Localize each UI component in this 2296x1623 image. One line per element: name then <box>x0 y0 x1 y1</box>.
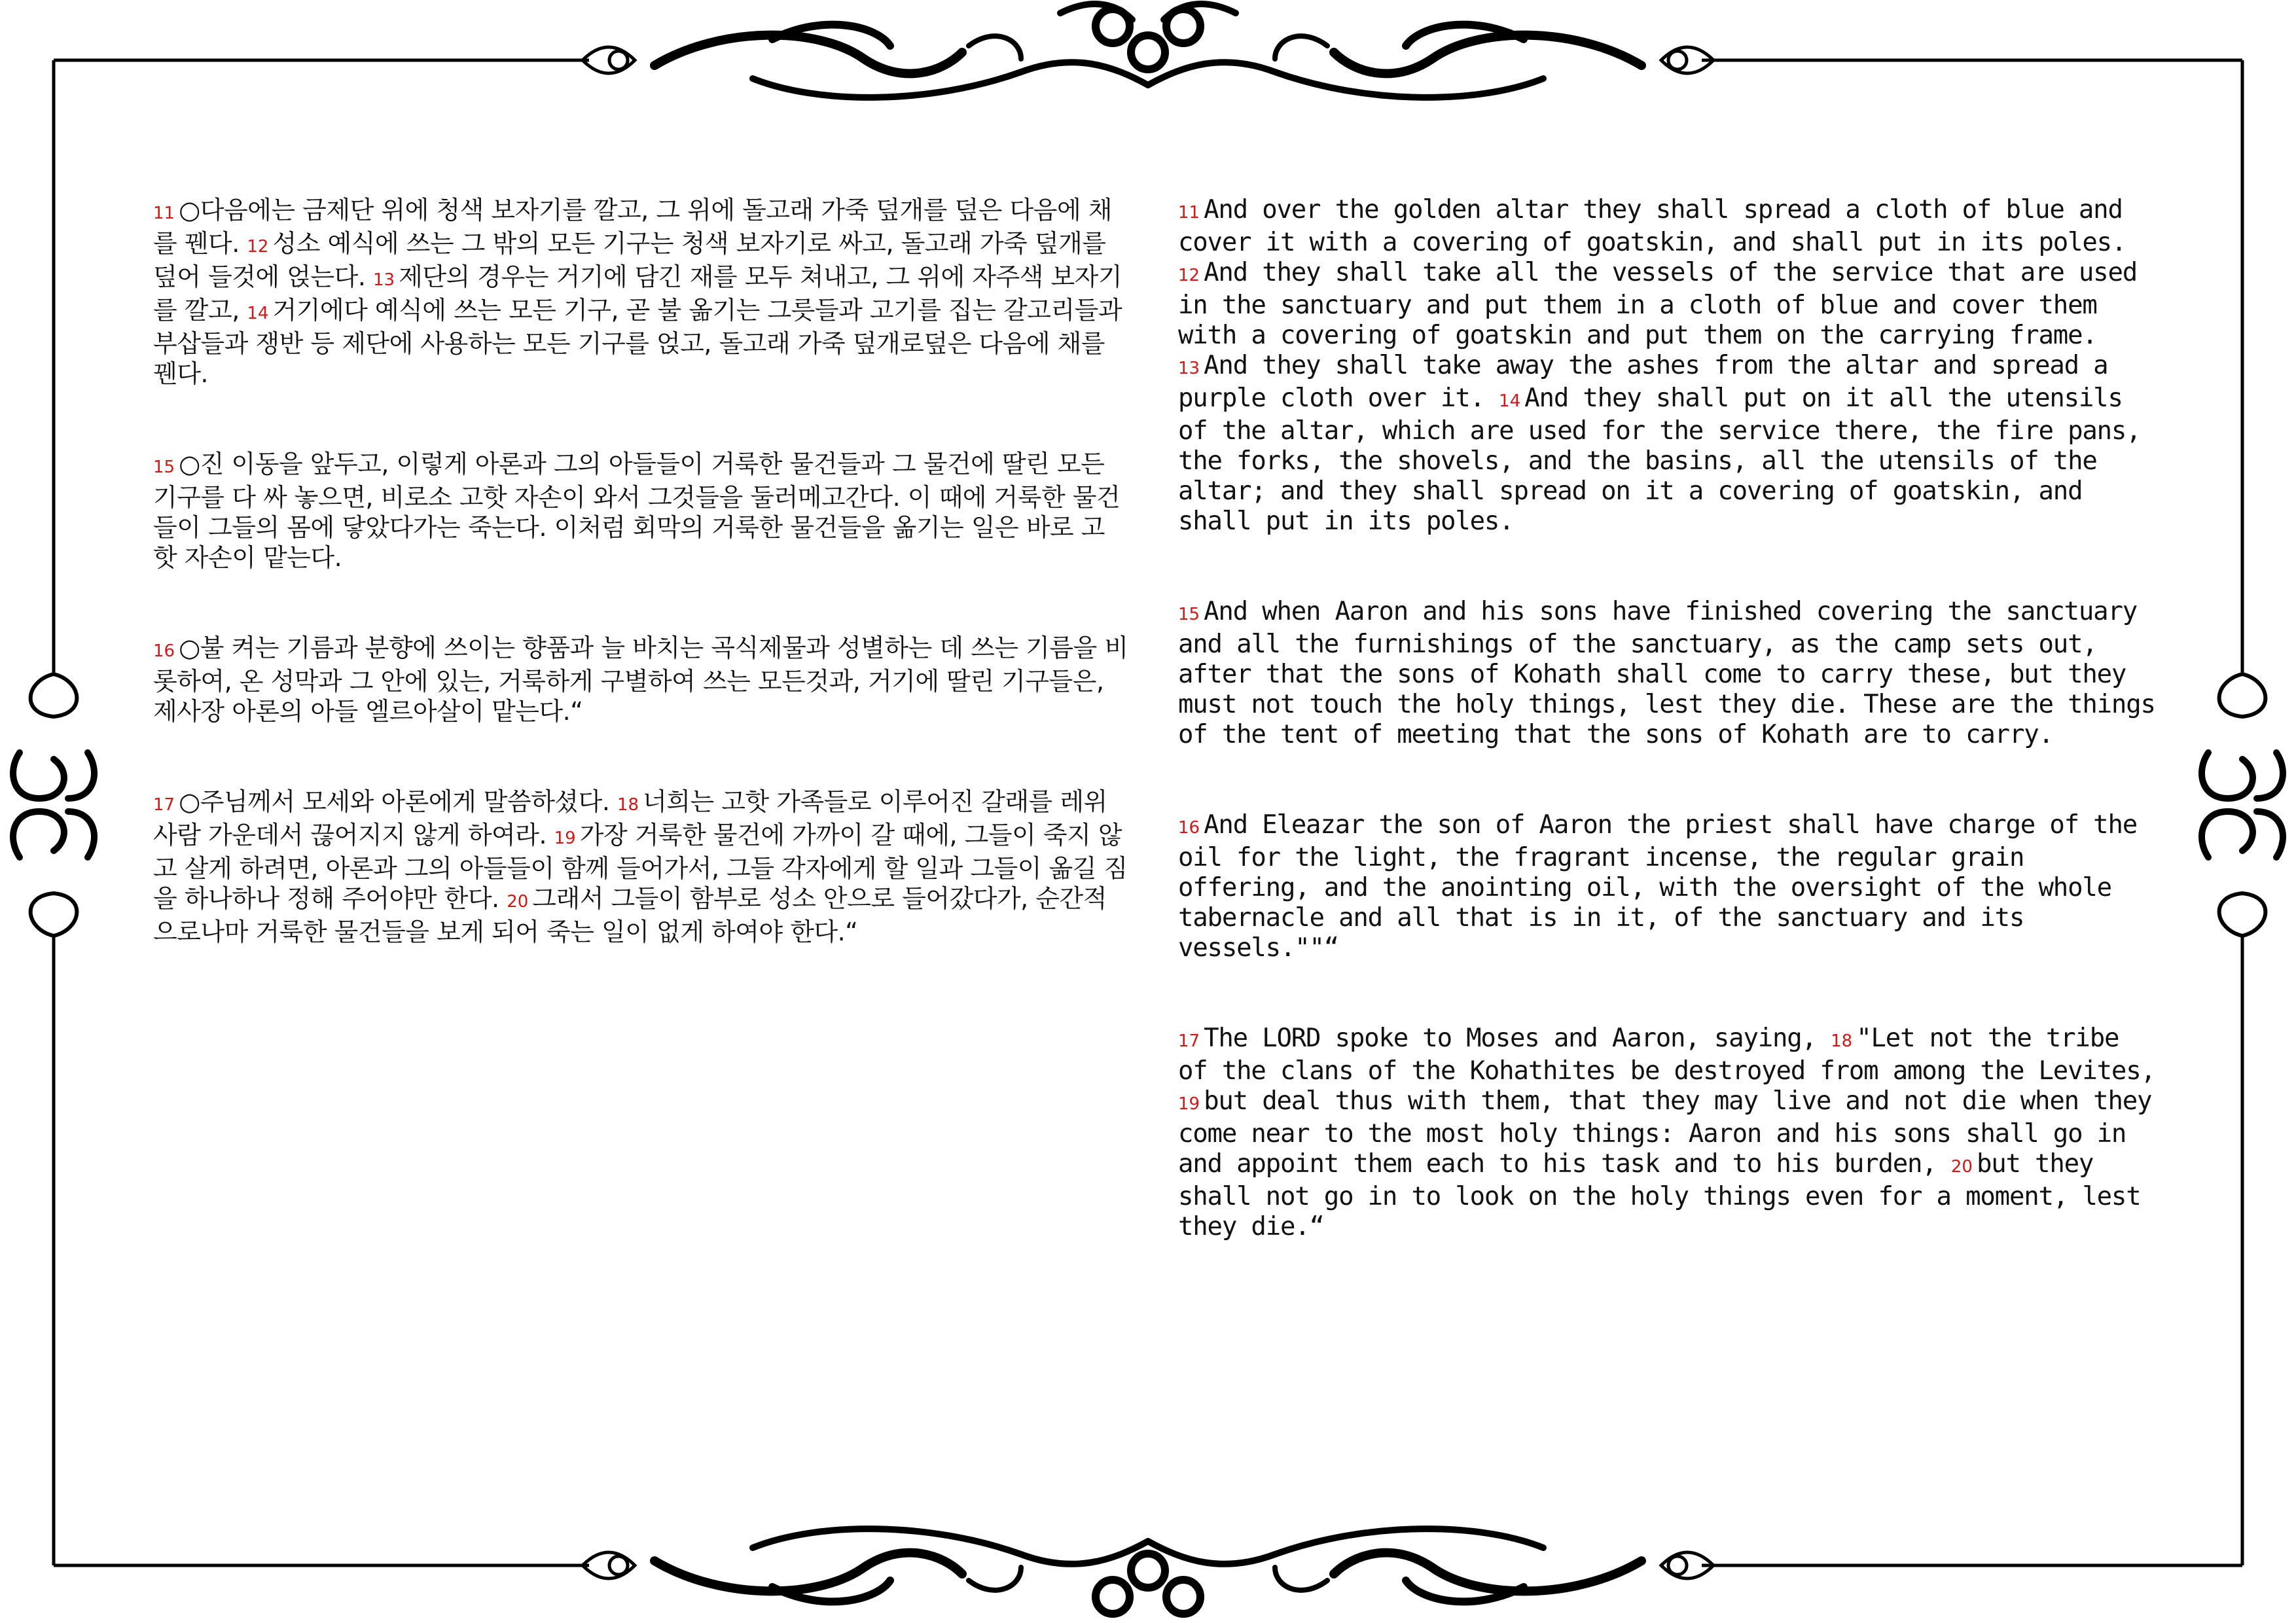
verse-text: 제단의 경우는 거기에 담긴 재를 모두 쳐내고, 그 위에 자주색 보자기를 깔고, <box>153 262 1122 325</box>
verse-number: 15 <box>153 457 175 477</box>
scripture-paragraph <box>1178 597 2160 750</box>
verse-number: 12 <box>247 237 269 257</box>
verse-text: ○주님께서 모세와 아론에게 말씀하셨다. <box>179 787 610 816</box>
verse-text: And when Aaron and his sons have finished covering the sanctuary and all the furnishings of the sanctuary, as the camp sets out, after that the sons of Kohath shall come to carry these, but they must not touch the holy things, lest they die. These are the things of the tent of meeting that the sons of Kohath are to carry. <box>1178 597 2155 749</box>
verse-text: but they shall not go in to look on the holy things even for a moment, lest they die.“ <box>1178 1149 2141 1241</box>
verse-text: And Eleazar the son of Aaron the priest shall have charge of the oil for the light, the fragrant incense, the regular grain offering, and the anointing oil, with the oversight of the whole tabernacle and all that is in it, of the sanctuary and its vessels.""“ <box>1178 810 2138 963</box>
verse-text: 거기에다 예식에 쓰는 모든 기구, 곧 불 옮기는 그릇들과 고기를 집는 갈고리들과 부삽들과 쟁반 등 제단에 사용하는 모든 기구를 얹고, 돌고래 가죽 덮개로덮은 다음에 채를 꿴다. <box>153 296 1122 388</box>
scripture-paragraph <box>1178 195 2160 537</box>
verse-text: but deal thus with them, that they may live and not die when they come near to the most holy things: Aaron and his sons shall go in and appoint them each to his task and to his burden, <box>1178 1086 2152 1179</box>
scripture-paragraph <box>153 633 1128 726</box>
verse-text: 너희는 고핫 가족들로 이루어진 갈래를 레위 사람 가운데서 끊어지지 않게 하여라. <box>153 787 1107 849</box>
verse-number: 15 <box>1178 605 1200 624</box>
verse-number: 12 <box>1178 266 1200 285</box>
verse-number: 19 <box>554 829 576 848</box>
bottom-flourish <box>655 1529 1641 1614</box>
scripture-paragraph <box>153 449 1128 573</box>
verse-number: 16 <box>153 641 175 661</box>
verse-text: 그래서 그들이 함부로 성소 안으로 들어갔다가, 순간적으로나마 거룩한 물건들을 보게 되어 죽는 일이 없게 하여야 한다.“ <box>153 884 1107 946</box>
verse-number: 19 <box>1178 1094 1200 1114</box>
korean-text-column <box>153 195 1128 1007</box>
scripture-paragraph <box>153 195 1128 389</box>
verse-number: 17 <box>153 795 175 815</box>
left-side-ornament <box>13 674 94 936</box>
verse-text: And they shall put on it all the utensils of the altar, which are used for the service there, the fire pans, the forks, the shovels, and the basins, all the utensils of the altar; and they shall spread on it a covering of goatskin, and shall put in its poles. <box>1178 383 2141 536</box>
verse-number: 11 <box>1178 203 1200 223</box>
scripture-paragraph <box>1178 810 2160 963</box>
verse-number: 14 <box>1499 391 1521 411</box>
verse-number: 13 <box>1178 359 1200 378</box>
verse-text: The LORD spoke to Moses and Aaron, saying, <box>1204 1024 1816 1053</box>
verse-text: 성소 예식에 쓰는 그 밖의 모든 기구는 청색 보자기로 싸고, 돌고래 가죽 덮개를 덮어 들것에 얹는다. <box>153 229 1106 291</box>
top-flourish <box>655 4 1641 98</box>
verse-text: 가장 거룩한 물건에 가까이 갈 때에, 그들이 죽지 않고 살게 하려면, 아론과 그의 아들들이 함께 들어가서, 그들 각자에게 할 일과 그들이 옮길 짐을 하나하나 정해 주어야만 한다. <box>153 821 1128 913</box>
verse-text: ○불 켜는 기름과 분향에 쓰이는 향품과 늘 바치는 곡식제물과 성별하는 데 쓰는 기름을 비롯하여, 온 성막과 그 안에 있는, 거룩하게 구별하여 쓰는 모든것과, 거기에 딸린 기구들은, 제사장 아론의 아들 엘르아살이 맡는다.“ <box>153 633 1128 726</box>
verse-number: 13 <box>373 270 395 290</box>
verse-number: 20 <box>507 892 529 912</box>
verse-number: 17 <box>1178 1031 1200 1051</box>
verse-number: 18 <box>617 795 639 815</box>
verse-text: ○진 이동을 앞두고, 이렇게 아론과 그의 아들들이 거룩한 물건들과 그 물건에 딸린 모든 기구를 다 싸 놓으면, 비로소 고핫 자손이 와서 그것들을 둘러메고간다. 이 때에 거룩한 물건들이 그들의 몸에 닿았다가는 죽는다. 이처럼 회막의 거룩한 물건들을 옮기는 일은 바로 고핫 자손이 맡는다. <box>153 450 1121 572</box>
verse-text: "Let not the tribe of the clans of the Kohathites be destroyed from among the Levites, <box>1178 1024 2155 1086</box>
scripture-paragraph <box>153 787 1128 947</box>
verse-number: 20 <box>1950 1157 1973 1177</box>
verse-number: 14 <box>247 304 269 323</box>
verse-text: And over the golden altar they shall spread a cloth of blue and cover it with a covering of goatskin, and shall put in its poles. <box>1178 195 2126 257</box>
english-text-column <box>1178 195 2160 1302</box>
verse-number: 18 <box>1831 1031 1853 1051</box>
verse-text: ○다음에는 금제단 위에 청색 보자기를 깔고, 그 위에 돌고래 가죽 덮개를 덮은 다음에 채를 꿴다. <box>153 196 1112 258</box>
verse-text: And they shall take all the vessels of the service that are used in the sanctuary and put them in a cloth of blue and cover them with a covering of goatskin and put them on the carrying frame. <box>1178 258 2138 350</box>
verse-number: 16 <box>1178 818 1200 838</box>
right-side-ornament <box>2202 674 2283 936</box>
scripture-paragraph <box>1178 1024 2160 1242</box>
verse-number: 11 <box>153 204 175 223</box>
verse-text: And they shall take away the ashes from the altar and spread a purple cloth over it. <box>1178 351 2108 413</box>
